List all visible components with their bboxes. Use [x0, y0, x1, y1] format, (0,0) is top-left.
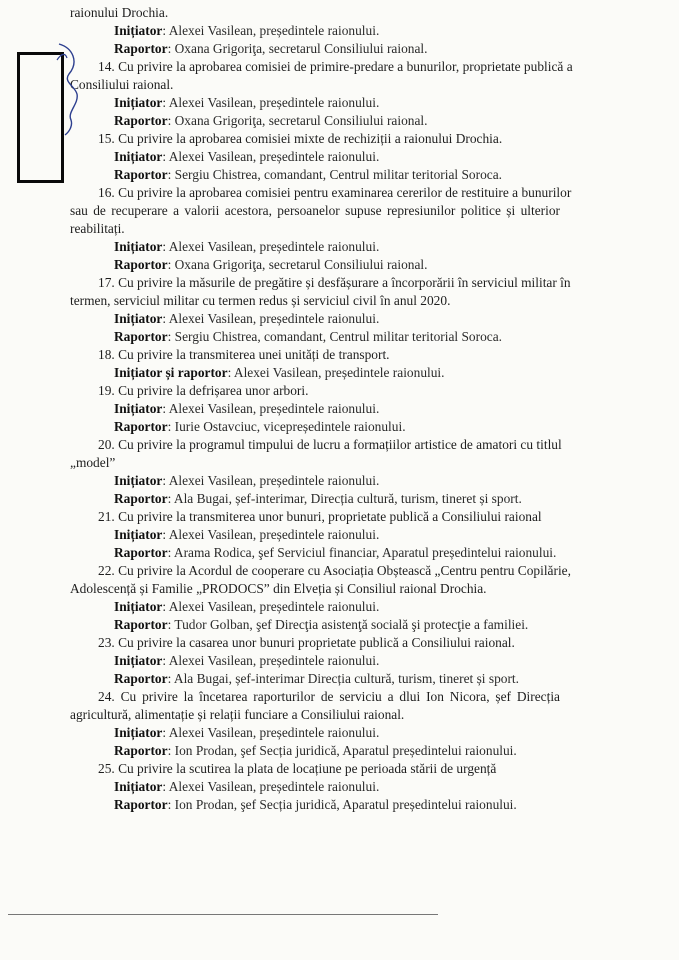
role-value: Alexei Vasilean, președintele raionului.	[168, 311, 380, 326]
role-label: Raportor	[114, 419, 168, 434]
role-value: Alexei Vasilean, președintele raionului.	[168, 599, 380, 614]
agenda-text-line: reabilitați.	[70, 221, 125, 236]
speaker-line: Inițiator: Alexei Vasilean, președintele raionului.	[114, 401, 380, 416]
role-value: Ion Prodan, şef Secția juridică, Aparatul președintelui raionului.	[174, 743, 517, 758]
agenda-text-line: „model”	[70, 455, 116, 470]
role-label: Inițiator	[114, 725, 163, 740]
role-value: Alexei Vasilean, președintele raionului.	[168, 779, 380, 794]
agenda-text-line: 20. Cu privire la programul timpului de lucru a formațiilor artistice de amatori cu titlul	[98, 437, 562, 452]
agenda-text-line: 14. Cu privire la aprobarea comisiei de primire-predare a bunurilor, proprietate publică a	[98, 59, 573, 74]
role-label: Inițiator	[114, 23, 163, 38]
speaker-line: Raportor: Ion Prodan, şef Secția juridică, Aparatul președintelui raionului.	[114, 743, 517, 758]
speaker-line: Inițiator: Alexei Vasilean, președintele raionului.	[114, 95, 380, 110]
speaker-line: Raportor: Oxana Grigoriţa, secretarul Consiliului raional.	[114, 257, 428, 272]
agenda-text-line: 23. Cu privire la casarea unor bunuri proprietate publică a Consiliului raional.	[98, 635, 515, 650]
role-value: Alexei Vasilean, președintele raionului.	[168, 239, 380, 254]
speaker-line: Inițiator: Alexei Vasilean, președintele raionului.	[114, 779, 380, 794]
speaker-line: Inițiator: Alexei Vasilean, președintele raionului.	[114, 599, 380, 614]
role-value: Ala Bugai, șef-interimar Direcția cultură, turism, tineret și sport.	[173, 671, 519, 686]
role-label: Inițiator	[114, 239, 163, 254]
role-label: Inițiator	[114, 599, 163, 614]
agenda-text-line: termen, serviciul militar cu termen redus și serviciul civil în anul 2020.	[70, 293, 451, 308]
handwritten-mark	[55, 42, 95, 137]
agenda-text-line: 15. Cu privire la aprobarea comisiei mixte de rechiziții a raionului Drochia.	[98, 131, 503, 146]
role-value: Tudor Golban, şef Direcţia asistenţă socială şi protecţie a familiei.	[174, 617, 529, 632]
speaker-line: Raportor: Sergiu Chistrea, comandant, Centrul militar teritorial Soroca.	[114, 329, 503, 344]
role-label: Raportor	[114, 113, 168, 128]
role-label: Raportor	[114, 545, 168, 560]
speaker-line: Inițiator: Alexei Vasilean, președintele raionului.	[114, 23, 380, 38]
speaker-line: Raportor: Arama Rodica, şef Serviciul financiar, Aparatul președintelui raionului.	[114, 545, 557, 560]
agenda-text-line: sau de recuperare a valorii acestora, persoanelor supuse represiunilor politice și ulterior	[70, 203, 560, 218]
role-label: Inițiator	[114, 149, 163, 164]
agenda-text-line: 16. Cu privire la aprobarea comisiei pentru examinarea cererilor de restituire a bunurilor	[98, 185, 572, 200]
role-label: Inițiator	[114, 95, 163, 110]
agenda-text-line: 19. Cu privire la defrișarea unor arbori.	[98, 383, 309, 398]
speaker-line: Raportor: Sergiu Chistrea, comandant, Centrul militar teritorial Soroca.	[114, 167, 503, 182]
role-value: Alexei Vasilean, președintele raionului.	[168, 473, 380, 488]
role-value: Oxana Grigoriţa, secretarul Consiliului raional.	[174, 257, 428, 272]
role-value: Iurie Ostavciuc, vicepreședintele raionului.	[174, 419, 406, 434]
speaker-line: Raportor: Oxana Grigoriţa, secretarul Consiliului raional.	[114, 41, 428, 56]
agenda-text-line: raionului Drochia.	[70, 5, 169, 20]
speaker-line: Raportor: Ala Bugai, șef-interimar, Direcția cultură, turism, tineret și sport.	[114, 491, 522, 506]
role-value: Oxana Grigoriţa, secretarul Consiliului raional.	[174, 113, 428, 128]
role-label: Inițiator	[114, 527, 163, 542]
role-value: Arama Rodica, şef Serviciul financiar, Aparatul președintelui raionului.	[173, 545, 557, 560]
agenda-text-line: 22. Cu privire la Acordul de cooperare cu Asociația Obștească „Centru pentru Copilărie,	[98, 563, 571, 578]
agenda-text-line: 25. Cu privire la scutirea la plata de locațiune pe perioada stării de urgență	[98, 761, 497, 776]
role-value: Alexei Vasilean, președintele raionului.	[168, 527, 380, 542]
agenda-text-line: 21. Cu privire la transmiterea unor bunuri, proprietate publică a Consiliului raional	[98, 509, 542, 524]
speaker-line: Raportor: Ala Bugai, șef-interimar Direcția cultură, turism, tineret și sport.	[114, 671, 519, 686]
role-label: Inițiator	[114, 311, 163, 326]
role-value: Alexei Vasilean, președintele raionului.	[168, 23, 380, 38]
speaker-line: Inițiator: Alexei Vasilean, președintele raionului.	[114, 473, 380, 488]
role-label: Inițiator și raportor	[114, 365, 228, 380]
speaker-line: Inițiator: Alexei Vasilean, președintele raionului.	[114, 527, 380, 542]
role-value: Oxana Grigoriţa, secretarul Consiliului raional.	[174, 41, 428, 56]
role-value: Alexei Vasilean, președintele raionului.	[168, 725, 380, 740]
role-label: Raportor	[114, 491, 168, 506]
speaker-line: Inițiator: Alexei Vasilean, președintele raionului.	[114, 311, 380, 326]
speaker-line: Inițiator și raportor: Alexei Vasilean, președintele raionului.	[114, 365, 445, 380]
role-label: Raportor	[114, 671, 168, 686]
speaker-line: Inițiator: Alexei Vasilean, președintele raionului.	[114, 725, 380, 740]
role-value: Ion Prodan, şef Secția juridică, Aparatul președintelui raionului.	[174, 797, 517, 812]
agenda-text-line: agricultură, alimentație și relații funciare a Consiliului raional.	[70, 707, 405, 722]
role-label: Inițiator	[114, 473, 163, 488]
speaker-line: Inițiator: Alexei Vasilean, președintele raionului.	[114, 239, 380, 254]
role-value: Sergiu Chistrea, comandant, Centrul militar teritorial Soroca.	[174, 329, 503, 344]
speaker-line: Inițiator: Alexei Vasilean, președintele raionului.	[114, 149, 380, 164]
speaker-line: Raportor: Iurie Ostavciuc, vicepreședintele raionului.	[114, 419, 406, 434]
role-label: Raportor	[114, 41, 168, 56]
speaker-line: Raportor: Tudor Golban, şef Direcţia asistenţă socială şi protecţie a familiei.	[114, 617, 529, 632]
footer-rule	[8, 914, 438, 915]
speaker-line: Raportor: Ion Prodan, şef Secția juridică, Aparatul președintelui raionului.	[114, 797, 517, 812]
role-label: Raportor	[114, 743, 168, 758]
role-value: Alexei Vasilean, președintele raionului.	[168, 149, 380, 164]
role-label: Raportor	[114, 329, 168, 344]
role-label: Inițiator	[114, 779, 163, 794]
role-value: Alexei Vasilean, președintele raionului.	[233, 365, 445, 380]
agenda-text-line: 18. Cu privire la transmiterea unei unități de transport.	[98, 347, 390, 362]
role-value: Alexei Vasilean, președintele raionului.	[168, 401, 380, 416]
role-label: Inițiator	[114, 653, 163, 668]
speaker-line: Inițiator: Alexei Vasilean, președintele raionului.	[114, 653, 380, 668]
role-label: Inițiator	[114, 401, 163, 416]
agenda-text-line: Consiliului raional.	[70, 77, 174, 92]
speaker-line: Raportor: Oxana Grigoriţa, secretarul Consiliului raional.	[114, 113, 428, 128]
role-label: Raportor	[114, 797, 168, 812]
role-value: Alexei Vasilean, președintele raionului.	[168, 653, 380, 668]
agenda-text-line: 24. Cu privire la încetarea raporturilor de serviciu a dlui Ion Nicora, șef Direcția	[98, 689, 560, 704]
role-label: Raportor	[114, 617, 168, 632]
role-value: Sergiu Chistrea, comandant, Centrul militar teritorial Soroca.	[174, 167, 503, 182]
role-label: Raportor	[114, 257, 168, 272]
role-label: Raportor	[114, 167, 168, 182]
role-value: Alexei Vasilean, președintele raionului.	[168, 95, 380, 110]
agenda-text-line: Adolescență și Familie „PRODOCS” din Elveția și Consiliul raional Drochia.	[70, 581, 487, 596]
agenda-text-line: 17. Cu privire la măsurile de pregătire și desfășurare a încorporării în serviciul militar în	[98, 275, 571, 290]
role-value: Ala Bugai, șef-interimar, Direcția cultură, turism, tineret și sport.	[173, 491, 522, 506]
